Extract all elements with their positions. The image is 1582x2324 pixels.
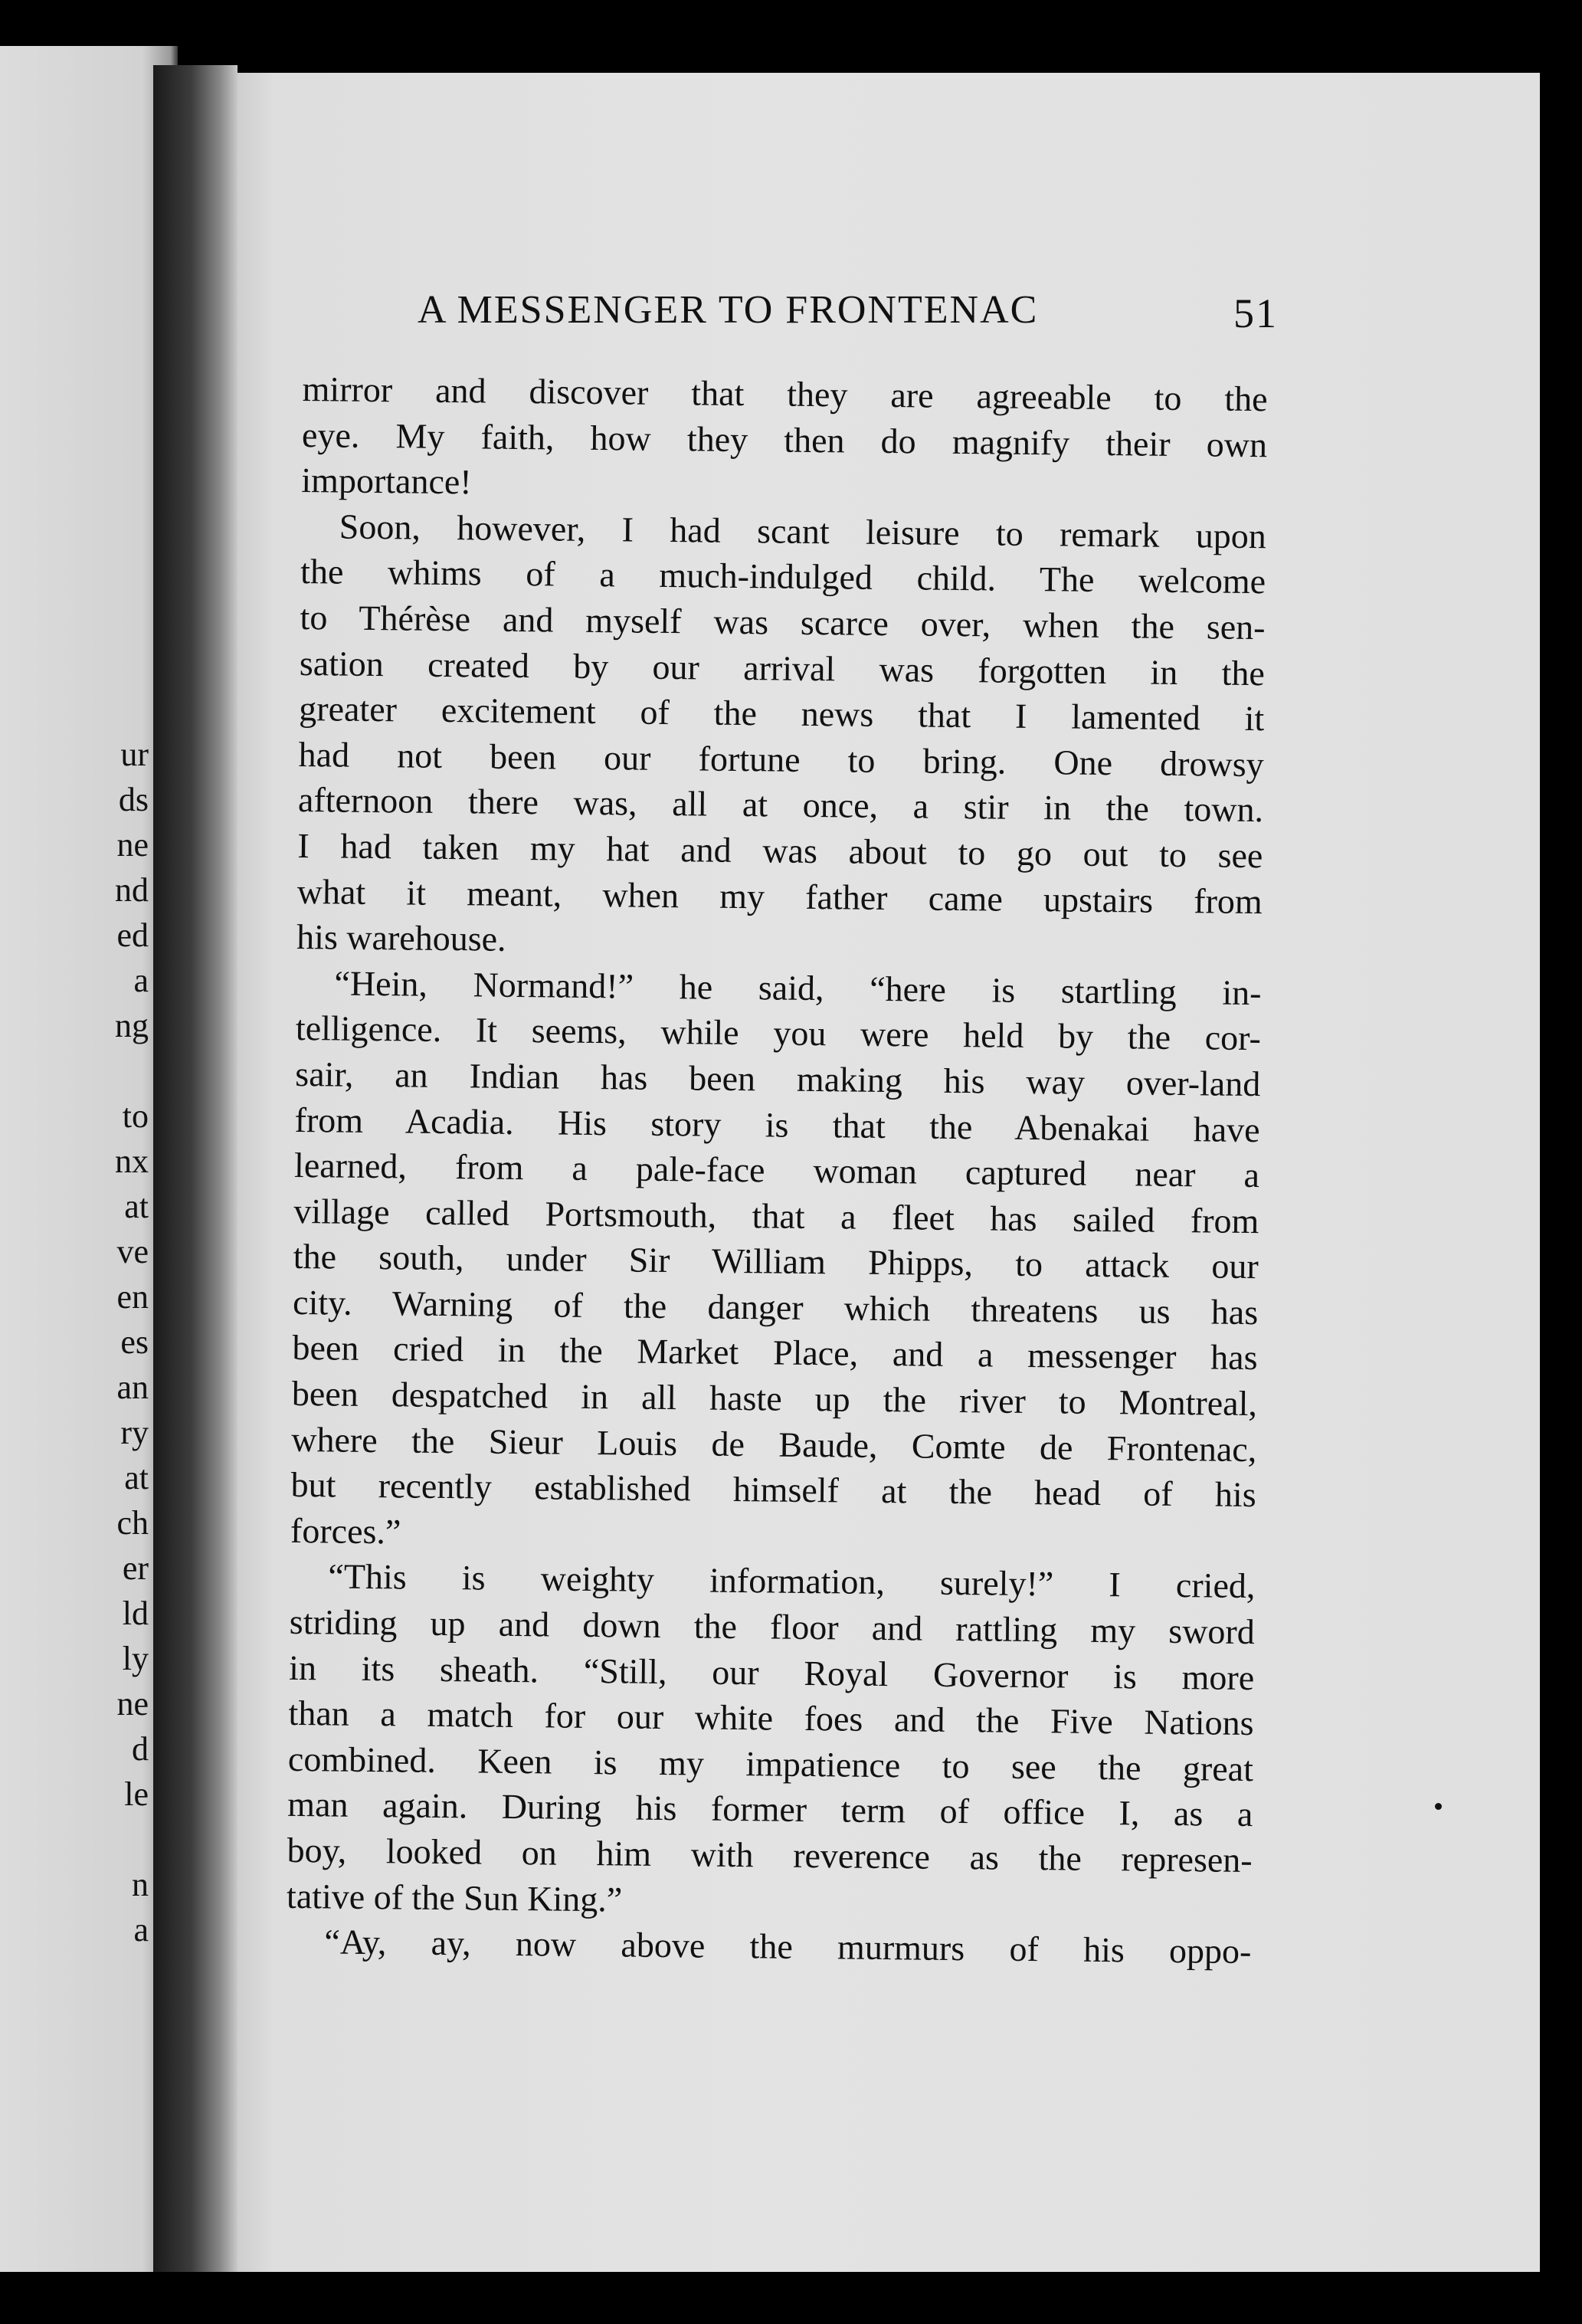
previous-page-fragment: a [133, 962, 149, 999]
text-line: forces.” [290, 1510, 401, 1552]
previous-page-fragment: le [124, 1775, 149, 1813]
previous-page-fragment: ne [116, 1685, 149, 1723]
text-line: been despatched in all haste up the river to Montreal, [291, 1373, 1258, 1424]
body-text [286, 366, 1268, 1975]
text-line: but recently established himself at the head of his [290, 1465, 1256, 1515]
previous-page-fragment: ch [116, 1504, 149, 1542]
previous-page-line-endings [80, 732, 149, 1952]
previous-page-fragment: ld [122, 1595, 149, 1632]
text-line: greater excitement of the news that I lamented it [299, 689, 1265, 739]
text-line: been cried in the Market Place, and a messenger has [292, 1328, 1258, 1378]
text-line: afternoon there was, all at once, a stir in the town. [297, 780, 1264, 830]
previous-page-fragment: ve [116, 1233, 149, 1270]
text-line: in its sheath. “Still, our Royal Governor is more [288, 1647, 1255, 1697]
text-line: “This is weighty information, surely!” I cried, [328, 1556, 1256, 1606]
text-line: city. Warning of the danger which threatens us has [292, 1282, 1259, 1332]
text-line: his warehouse. [296, 917, 506, 959]
page-gutter-shadow [153, 65, 237, 2272]
text-line: sation created by our arrival was forgotten in the [299, 643, 1266, 693]
scan-right-border [1540, 73, 1582, 2272]
ink-speck [1435, 1803, 1442, 1810]
text-line: the whims of a much-indulged child. The welcome [300, 552, 1266, 601]
text-line: man again. During his former term of office I, as a [287, 1785, 1253, 1834]
text-line: from Acadia. His story is that the Abenakai have [294, 1100, 1260, 1149]
text-line: “Ay, ay, now above the murmurs of his oppo- [324, 1922, 1252, 1972]
previous-page-fragment: ur [120, 736, 149, 773]
previous-page-fragment: ds [118, 781, 149, 818]
previous-page-fragment: n [132, 1866, 149, 1903]
previous-page-fragment: es [120, 1323, 149, 1361]
text-line: striding up and down the floor and rattling my sword [289, 1601, 1256, 1652]
previous-page-fragment: at [124, 1188, 149, 1225]
previous-page-fragment: en [116, 1278, 149, 1316]
text-line: village called Portsmouth, that a fleet has sailed from [293, 1191, 1259, 1241]
text-line: than a match for our white foes and the Five Nations [288, 1693, 1254, 1743]
text-line: eye. My faith, how they then do magnify their own [301, 415, 1268, 464]
previous-page-fragment: a [133, 1911, 149, 1949]
text-line: Soon, however, I had scant leisure to remark upon [339, 506, 1267, 556]
previous-page-fragment: ly [122, 1640, 149, 1677]
text-line: the south, under Sir William Phipps, to attack our [293, 1237, 1259, 1287]
previous-page-edge [0, 46, 178, 2272]
text-line: telligence. It seems, while you were held by the cor- [295, 1008, 1262, 1058]
previous-page-fragment: nx [115, 1142, 149, 1180]
text-line: had not been our fortune to bring. One drowsy [298, 734, 1264, 784]
previous-page-fragment: at [124, 1459, 149, 1496]
text-line: boy, looked on him with reverence as the represen- [287, 1830, 1253, 1880]
page-number: 51 [1233, 290, 1278, 336]
previous-page-fragment: nd [115, 871, 149, 909]
previous-page-fragment: to [122, 1097, 149, 1135]
previous-page-fragment [80, 1048, 149, 1093]
text-line: “Hein, Normand!” he said, “here is startling in- [334, 963, 1262, 1012]
previous-page-fragment: ne [116, 826, 149, 864]
previous-page-fragment: ng [115, 1007, 149, 1044]
running-head-title: A MESSENGER TO FRONTENAC [418, 288, 1039, 332]
text-line: what it meant, when my father came upstairs from [296, 871, 1263, 921]
previous-page-fragment: ed [116, 916, 149, 954]
text-line: I had taken my hat and was about to go out to see [297, 825, 1263, 876]
text-line: tative of the Sun King.” [286, 1876, 623, 1919]
previous-page-fragment [80, 1817, 149, 1862]
previous-page-fragment: er [122, 1549, 149, 1587]
text-line: mirror and discover that they are agreeable to the [302, 369, 1268, 419]
previous-page-fragment: ry [120, 1414, 149, 1451]
text-line: combined. Keen is my impatience to see the great [287, 1739, 1254, 1788]
previous-page-fragment: d [132, 1730, 149, 1768]
text-line: sair, an Indian has been making his way over-land [295, 1054, 1261, 1104]
text-line: to Thérèse and myself was scarce over, when the sen- [300, 597, 1266, 647]
previous-page-fragment: an [116, 1369, 149, 1406]
text-line: where the Sieur Louis de Baude, Comte de Frontenac, [291, 1419, 1257, 1469]
text-line: learned, from a pale-face woman captured near a [293, 1146, 1260, 1195]
text-line: importance! [301, 461, 472, 502]
